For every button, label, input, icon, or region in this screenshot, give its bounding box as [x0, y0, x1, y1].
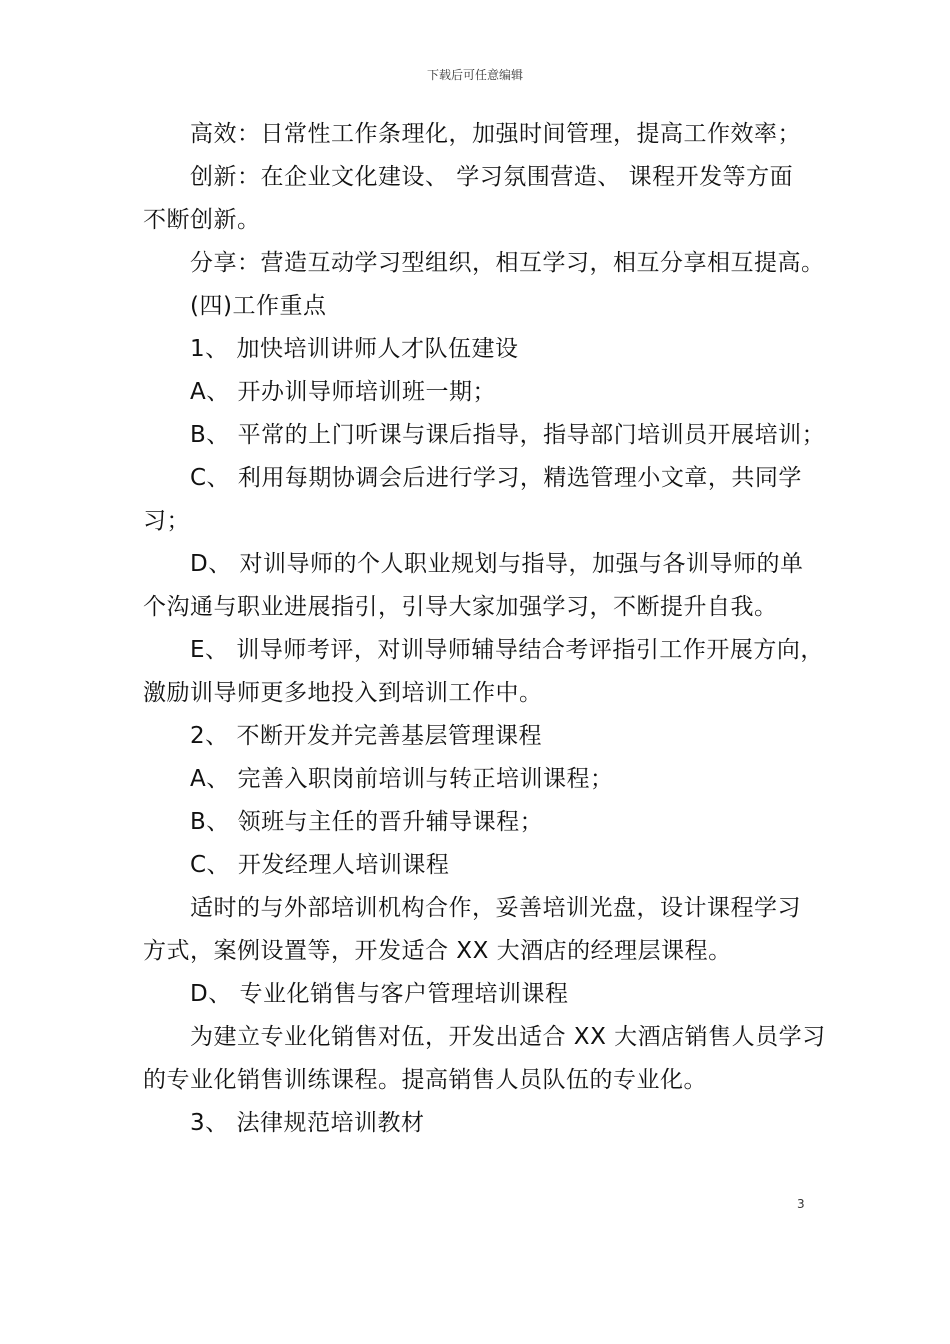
paragraph-line: 激励训导师更多地投入到培训工作中。	[143, 680, 543, 706]
paragraph-line: A、 开办训导师培训班一期；	[190, 379, 497, 405]
paragraph-line: 1、 加快培训讲师人才队伍建设	[190, 336, 519, 362]
page-header: 下载后可任意编辑	[426, 68, 523, 82]
paragraph-line: 3、 法律规范培训教材	[190, 1110, 425, 1136]
paragraph-line: A、 完善入职岗前培训与转正培训课程；	[190, 766, 614, 792]
paragraph-line: B、 平常的上门听课与课后指导，指导部门培训员开展培训；	[190, 422, 826, 448]
document-body	[143, 113, 826, 1145]
paragraph-line: 个沟通与职业进展指引，引导大家加强学习，不断提升自我。	[143, 594, 778, 620]
paragraph-line: 创新：在企业文化建设、 学习氛围营造、 课程开发等方面	[190, 164, 794, 190]
page-number: 3	[797, 1197, 805, 1211]
paragraph-line: 为建立专业化销售对伍，开发出适合 XX 大酒店销售人员学习	[190, 1024, 826, 1050]
paragraph-line: D、 专业化销售与客户管理培训课程	[190, 981, 569, 1007]
paragraph-line: C、 利用每期协调会后进行学习，精选管理小文章，共同学	[190, 465, 802, 491]
paragraph-line: 方式，案例设置等，开发适合 XX 大酒店的经理层课程。	[143, 938, 732, 964]
paragraph-line: 不断创新。	[143, 207, 261, 233]
paragraph-line: E、 训导师考评，对训导师辅导结合考评指引工作开展方向，	[190, 637, 824, 663]
paragraph-line: 习；	[143, 508, 190, 534]
paragraph-line: 的专业化销售训练课程。提高销售人员队伍的专业化。	[143, 1067, 707, 1093]
paragraph-line: D、 对训导师的个人职业规划与指导，加强与各训导师的单	[190, 551, 804, 577]
paragraph-line: 高效：日常性工作条理化，加强时间管理，提高工作效率；	[190, 121, 801, 147]
paragraph-line: (四)工作重点	[190, 293, 327, 319]
paragraph-line: 2、 不断开发并完善基层管理课程	[190, 723, 542, 749]
paragraph-line: 分享：营造互动学习型组织，相互学习，相互分享相互提高。	[190, 250, 825, 276]
paragraph-line: C、 开发经理人培训课程	[190, 852, 450, 878]
paragraph-line: 适时的与外部培训机构合作，妥善培训光盘，设计课程学习	[190, 895, 801, 921]
paragraph-line: B、 领班与主任的晋升辅导课程；	[190, 809, 544, 835]
